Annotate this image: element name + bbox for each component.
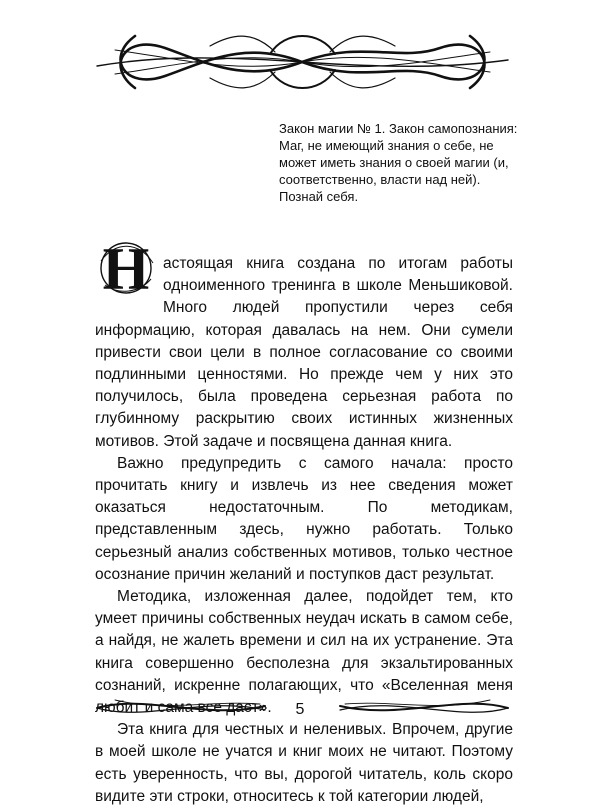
paragraph-1 [95,236,513,453]
paragraph-1-text: астоящая книга создана по итогам работы одноименного тренинга в школе Меньшиковой. Много людей пропустили через себя информацию, которая давалась на нем. Они сумели привести свои цели в полное согласование со своими подлинными ценностями. Но прежде чем у них это получилось, была проведена серьезная работа по глубинному раскрытию своих истинных жизненных мотивов. Этой задаче и посвящена данная книга. [95,255,513,450]
epigraph [279,120,524,205]
paragraph-3: Методика, изложенная далее, подойдет тем, кто умеет причины собственных неудач искать в самом себе, а найдя, не жалеть времени и сил на их устранение. Эта книга совершенно бесполезна для экзальтированных сознаний, искренне полагающих, что «Вселенная меня любит и сама все даст». [95,588,513,717]
page-number-text: 5 [288,701,313,718]
epigraph-text: Закон магии № 1. Закон самопознания: Маг, не имеющий знания о себе, не может иметь знания о своей магии (и, соответственно, власти над ней). Познай себя. [279,121,518,204]
top-ornament [95,26,510,98]
page-number [0,701,600,719]
drop-cap-letter: Н [102,236,150,299]
drop-cap [95,233,157,299]
paragraph-2: Важно предупредить с самого начала: просто прочитать книгу и извлечь из нее сведения может оказаться недостаточным. По методикам, представленным здесь, нужно работать. Только серьезный анализ собственных мотивов, только честное осознание причин желаний и поступков даст результат. [95,454,513,583]
paragraph-4: Эта книга для честных и неленивых. Впрочем, другие в моей школе не учатся и книг моих не читают. Поэтому есть уверенность, что вы, дорогой читатель, коль скоро видите эти строки, относитесь к той категории людей, [95,721,513,805]
